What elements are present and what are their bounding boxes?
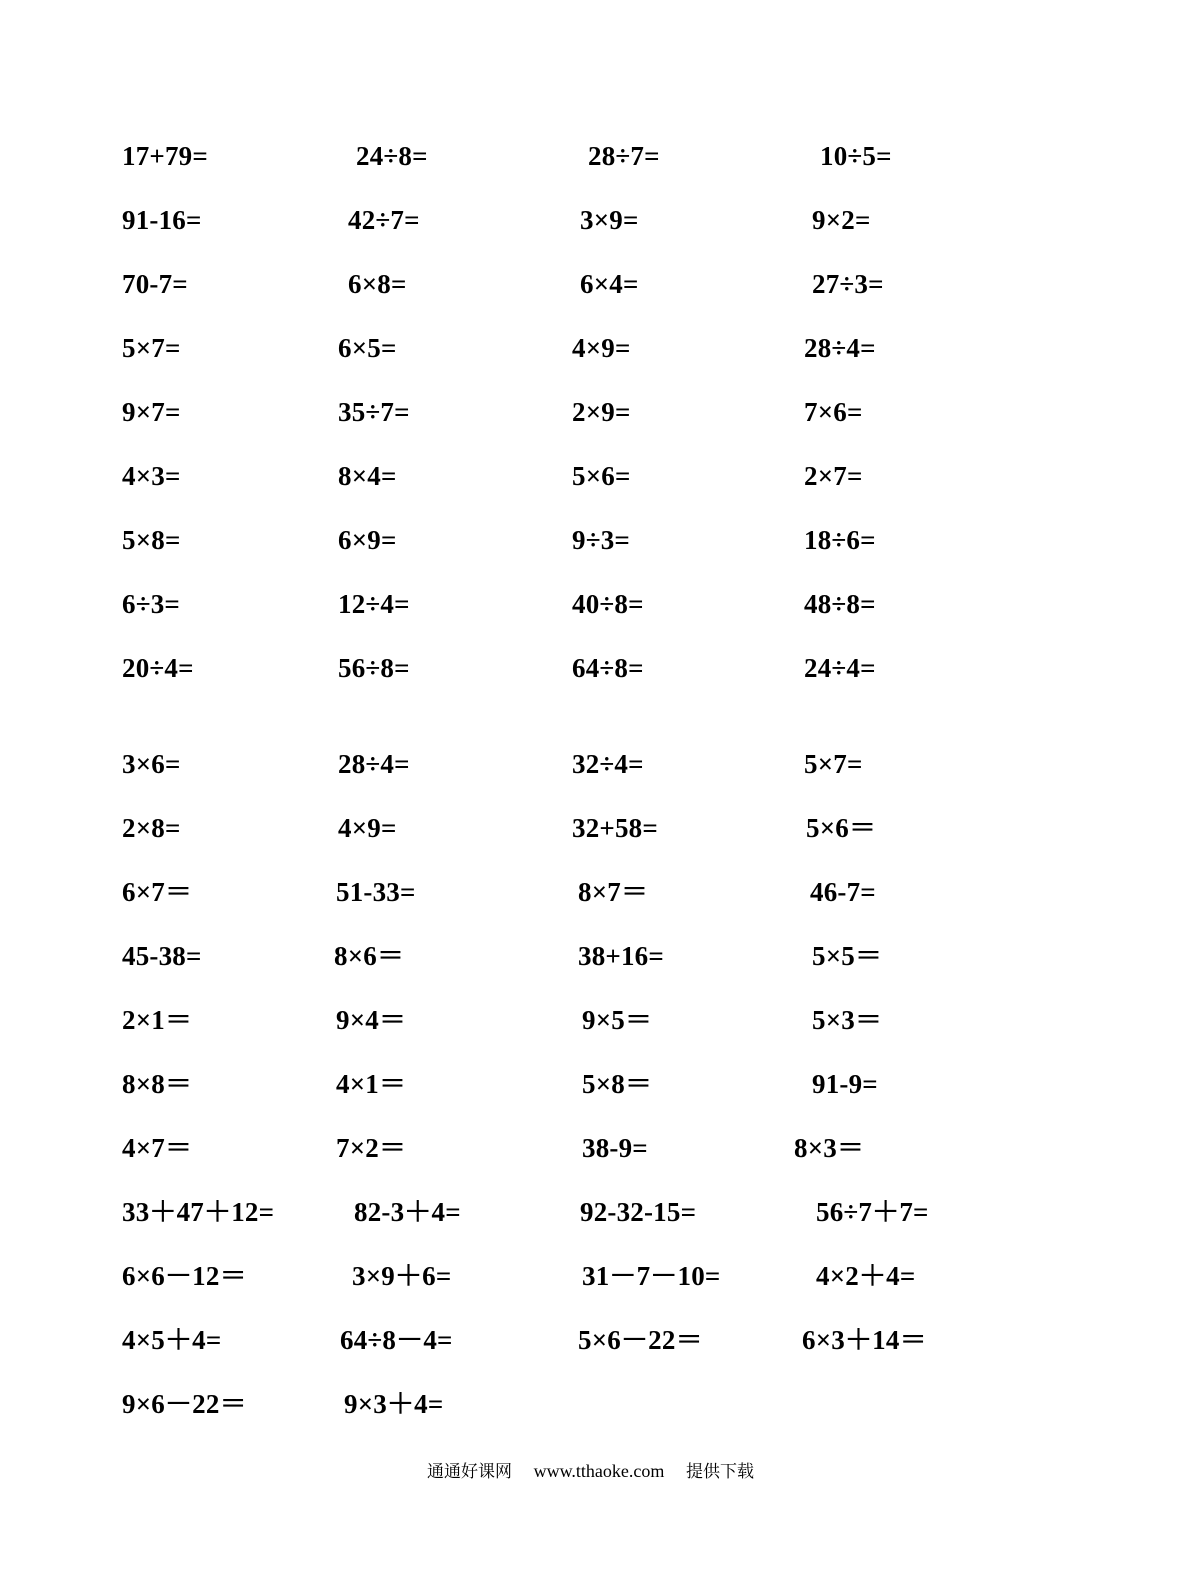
math-problem: 5×7= [804, 749, 863, 779]
math-problem: 8×4= [338, 461, 397, 491]
math-problem: 5×3＝ [812, 1005, 883, 1035]
math-problem: 4×1＝ [336, 1069, 407, 1099]
math-problem: 18÷6= [804, 525, 876, 555]
footer [0, 1460, 1181, 1483]
math-problem: 2×1＝ [122, 1005, 193, 1035]
math-problem: 3×9＋6= [352, 1261, 452, 1291]
math-problem: 48÷8= [804, 589, 876, 619]
math-problem: 40÷8= [572, 589, 644, 619]
math-problem: 92-32-15= [580, 1197, 697, 1227]
math-problem: 6×8= [348, 269, 407, 299]
math-problem: 4×9= [572, 333, 631, 363]
math-problem: 24÷4= [804, 653, 876, 683]
math-problem: 5×5＝ [812, 941, 883, 971]
math-problem: 38+16= [578, 941, 664, 971]
math-problem: 2×7= [804, 461, 863, 491]
math-problem: 46-7= [810, 877, 876, 907]
math-problem: 4×7＝ [122, 1133, 193, 1163]
math-problem: 28÷7= [588, 141, 660, 171]
math-problem: 9×3＋4= [344, 1389, 444, 1419]
math-problem: 24÷8= [356, 141, 428, 171]
math-problem: 5×8= [122, 525, 181, 555]
math-problem: 4×2＋4= [816, 1261, 916, 1291]
math-problem: 42÷7= [348, 205, 420, 235]
math-problem: 9×5＝ [582, 1005, 653, 1035]
math-problem: 9×7= [122, 397, 181, 427]
math-problem: 9×6－22＝ [122, 1389, 247, 1419]
math-problem: 9×4＝ [336, 1005, 407, 1035]
math-problem: 64÷8= [572, 653, 644, 683]
math-problem: 5×6－22＝ [578, 1325, 703, 1355]
math-problem: 4×9= [338, 813, 397, 843]
math-problem: 5×8＝ [582, 1069, 653, 1099]
math-problem: 20÷4= [122, 653, 194, 683]
math-problem: 8×6＝ [334, 941, 405, 971]
math-problem: 5×6= [572, 461, 631, 491]
math-problem: 8×7＝ [578, 877, 649, 907]
math-problem: 8×3＝ [794, 1133, 865, 1163]
math-problem: 91-9= [812, 1069, 878, 1099]
math-problem: 4×5＋4= [122, 1325, 222, 1355]
math-problem: 8×8＝ [122, 1069, 193, 1099]
math-problem: 6×3＋14＝ [802, 1325, 927, 1355]
footer-site-name: 通通好课网 [426, 1462, 512, 1482]
math-problem: 45-38= [122, 941, 202, 971]
math-problem: 3×9= [580, 205, 639, 235]
math-problem: 32÷4= [572, 749, 644, 779]
math-problem: 56÷7＋7= [816, 1197, 929, 1227]
math-problem: 5×7= [122, 333, 181, 363]
math-problem: 6÷3= [122, 589, 181, 619]
math-problem: 51-33= [336, 877, 416, 907]
math-problem: 70-7= [122, 269, 188, 299]
math-problem: 91-16= [122, 205, 202, 235]
math-problem: 7×6= [804, 397, 863, 427]
math-problem: 56÷8= [338, 653, 410, 683]
math-problem: 2×8= [122, 813, 181, 843]
math-problem: 28÷4= [338, 749, 410, 779]
math-problem: 35÷7= [338, 397, 410, 427]
math-problem: 28÷4= [804, 333, 876, 363]
math-problem: 6×7＝ [122, 877, 193, 907]
math-problem: 64÷8－4= [340, 1325, 453, 1355]
math-problem: 27÷3= [812, 269, 884, 299]
footer-suffix: 提供下载 [686, 1462, 755, 1482]
math-problem: 3×6= [122, 749, 181, 779]
math-problem: 33＋47＋12= [122, 1197, 275, 1227]
math-problem: 12÷4= [338, 589, 410, 619]
math-problem: 6×5= [338, 333, 397, 363]
math-problem: 4×3= [122, 461, 181, 491]
math-problem: 32+58= [572, 813, 658, 843]
math-problem: 10÷5= [820, 141, 892, 171]
footer-url: www.tthaoke.com [533, 1461, 665, 1481]
math-problem: 31－7－10= [582, 1261, 721, 1291]
math-problem: 82-3＋4= [354, 1197, 461, 1227]
math-problem: 5×6＝ [806, 813, 877, 843]
math-problem: 38-9= [582, 1133, 648, 1163]
math-problem: 9÷3= [572, 525, 631, 555]
math-problem: 2×9= [572, 397, 631, 427]
math-problem: 6×6－12＝ [122, 1261, 247, 1291]
math-problem: 9×2= [812, 205, 871, 235]
math-problem: 6×4= [580, 269, 639, 299]
math-problem: 6×9= [338, 525, 397, 555]
math-problem: 17+79= [122, 141, 208, 171]
math-problem: 7×2＝ [336, 1133, 407, 1163]
